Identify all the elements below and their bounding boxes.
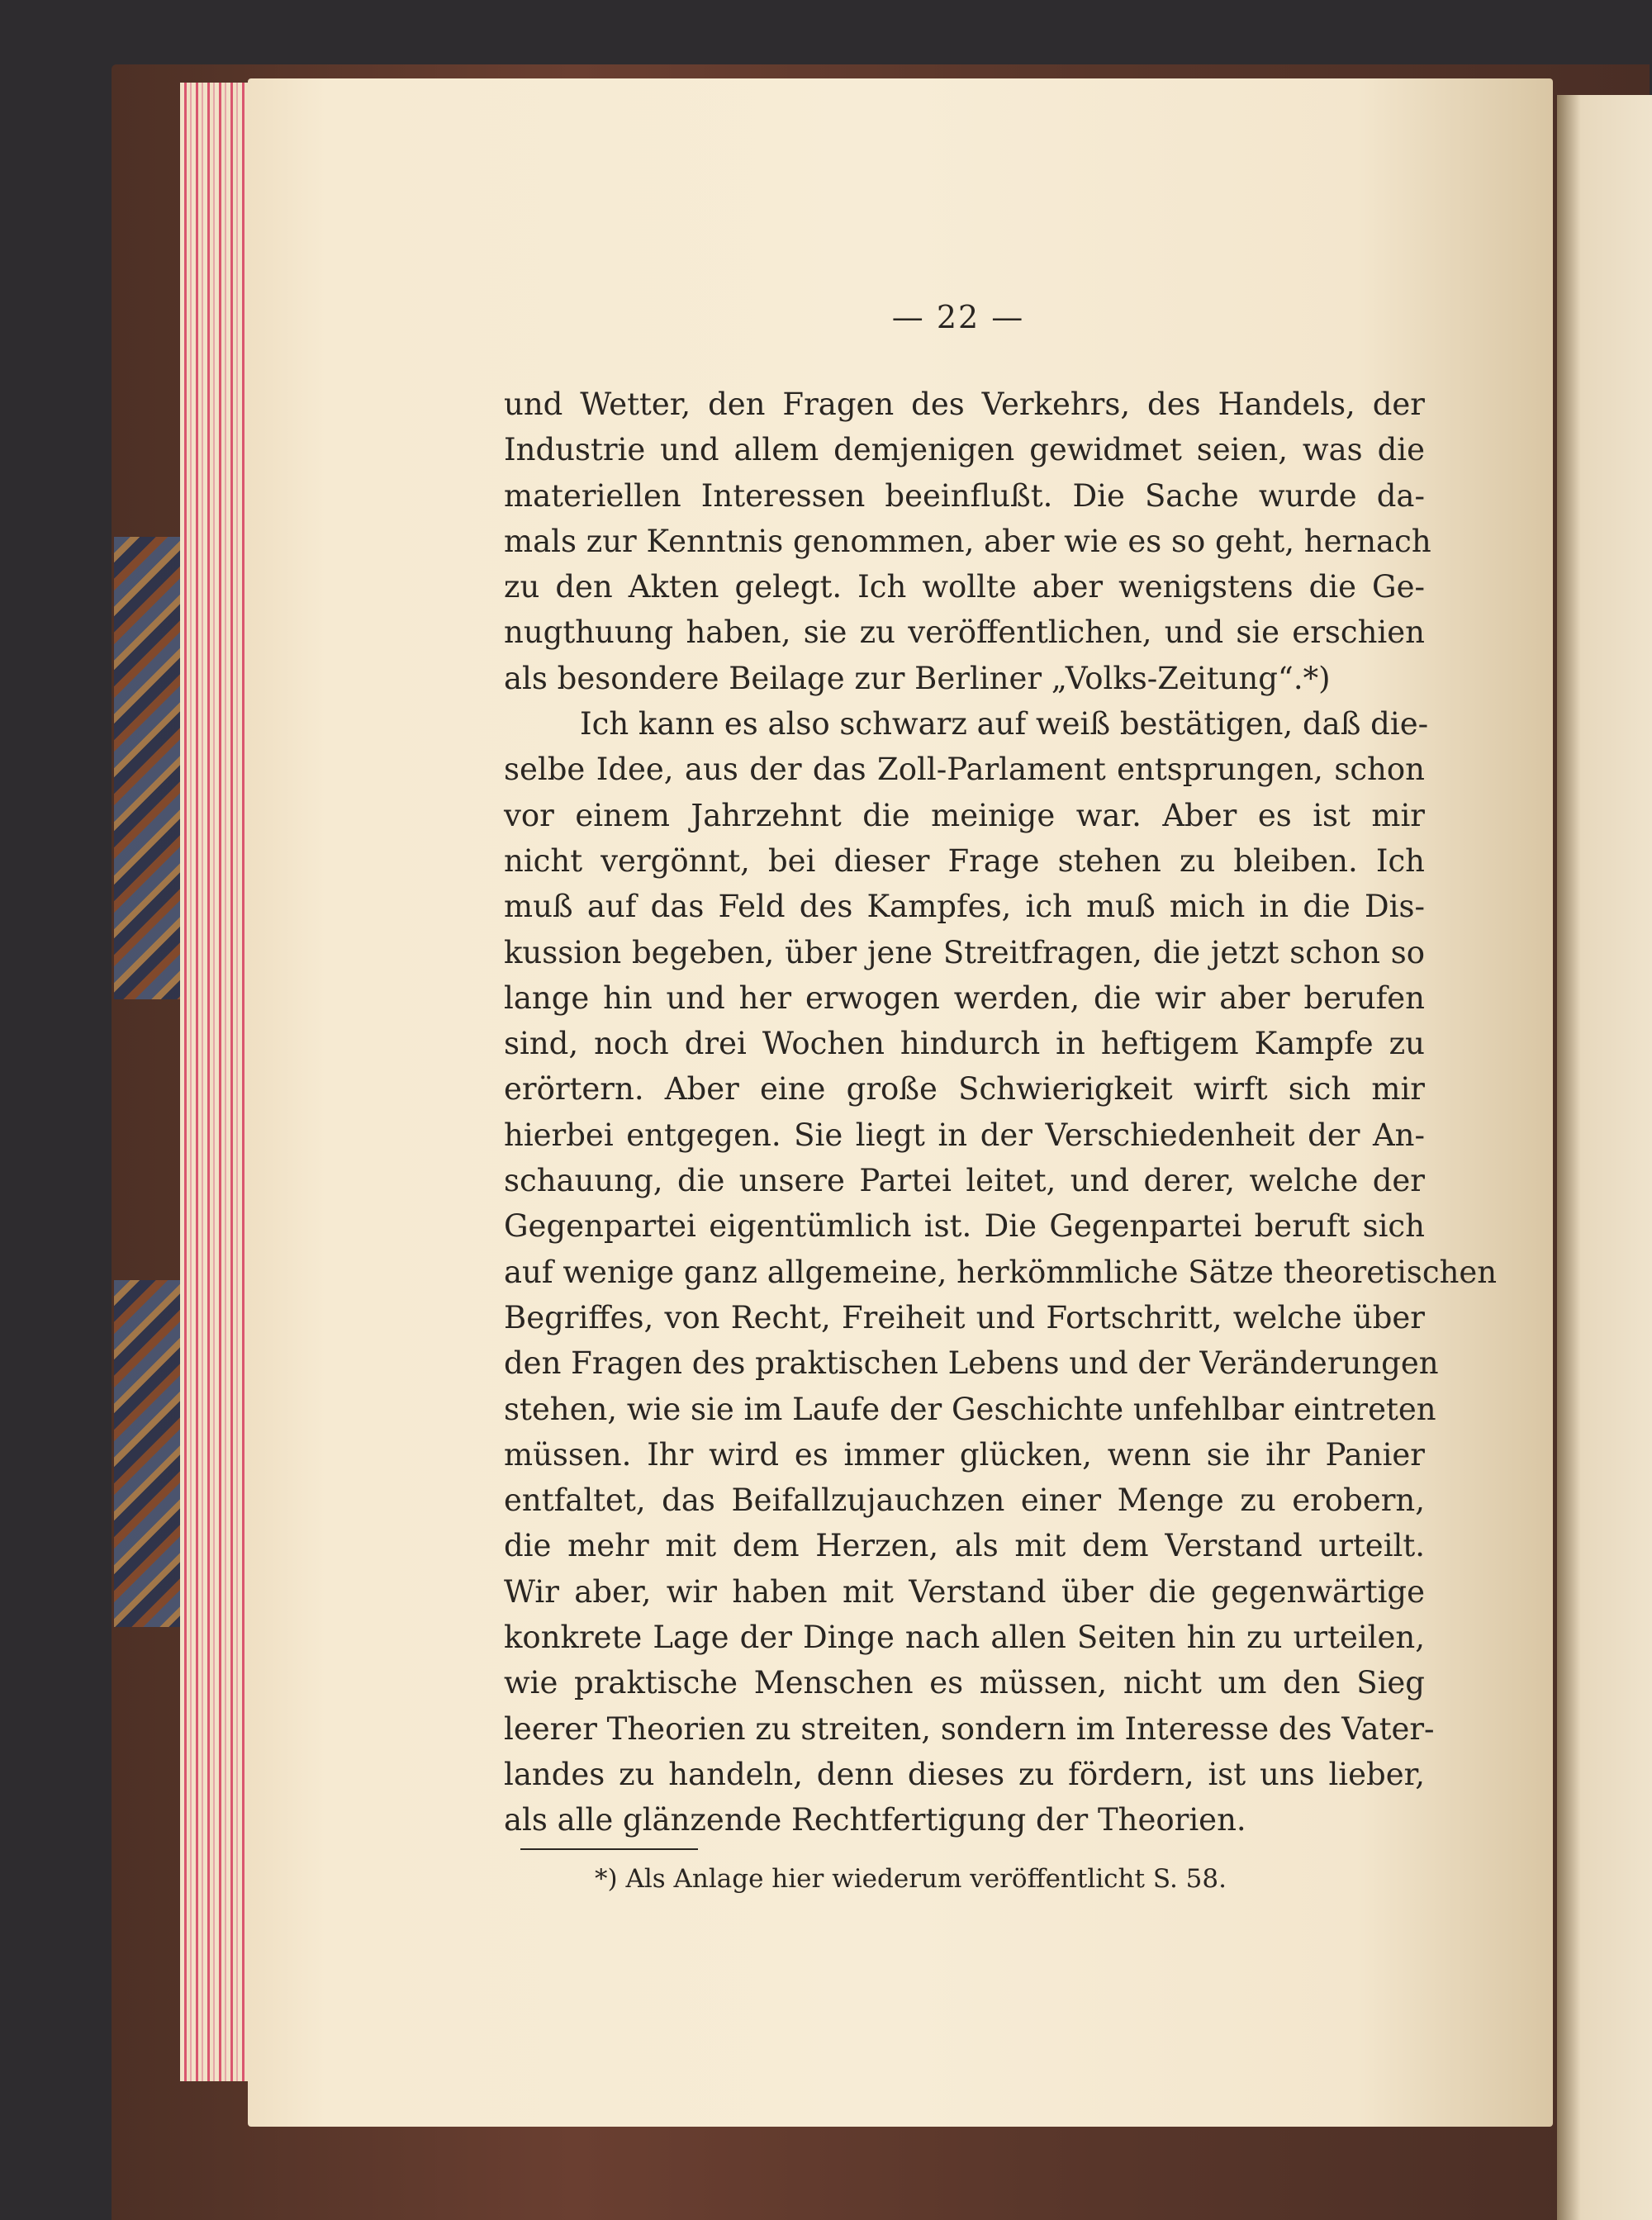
text-line: Ich kann es also schwarz auf weiß bestätigen, daß die- (580, 706, 1429, 742)
text-line: schauung, die unsere Partei leitet, und derer, welche der (504, 1163, 1425, 1199)
text-line: müssen. Ihr wird es immer glücken, wenn sie ihr Panier (504, 1436, 1425, 1473)
marbled-cover-pattern (114, 537, 180, 999)
page-number: — 22 — (891, 299, 1025, 335)
marbled-cover-pattern-lower (114, 1280, 180, 1627)
text-line: leerer Theorien zu streiten, sondern im Interesse des Vater- (504, 1710, 1435, 1747)
text-line: nugthuung haben, sie zu veröffentlichen, und sie erschien (504, 614, 1425, 651)
footnote-divider (520, 1848, 698, 1850)
text-line: als besondere Beilage zur Berliner „Volks-Zeitung“.*) (504, 660, 1331, 696)
text-line: die mehr mit dem Herzen, als mit dem Verstand urteilt. (504, 1528, 1425, 1564)
text-line: als alle glänzende Rechtfertigung der Theorien. (504, 1802, 1246, 1838)
text-line: den Fragen des praktischen Lebens und der Veränderungen (504, 1345, 1439, 1382)
text-line: vor einem Jahrzehnt die meinige war. Aber es ist mir (504, 797, 1425, 833)
text-line: hierbei entgegen. Sie liegt in der Verschiedenheit der An- (504, 1117, 1425, 1153)
text-line: nicht vergönnt, bei dieser Frage stehen zu bleiben. Ich (504, 842, 1425, 879)
text-line: wie praktische Menschen es müssen, nicht um den Sieg (504, 1665, 1425, 1701)
text-line: selbe Idee, aus der das Zoll-Parlament entsprungen, schon (504, 752, 1425, 788)
text-line: erörtern. Aber eine große Schwierigkeit wirft sich mir (504, 1071, 1425, 1108)
text-line: Gegenpartei eigentümlich ist. Die Gegenpartei beruft sich (504, 1208, 1425, 1245)
text-line: materiellen Interessen beeinflußt. Die Sache wurde da- (504, 477, 1425, 514)
facing-page-edge (1557, 95, 1652, 2220)
footnote: *) Als Anlage hier wiederum veröffentlicht S. 58. (595, 1864, 1227, 1894)
text-line: Begriffes, von Recht, Freiheit und Fortschritt, welche über (504, 1299, 1425, 1335)
text-line: muß auf das Feld des Kampfes, ich muß mich in die Dis- (504, 889, 1425, 925)
body-text (504, 382, 1498, 1843)
text-line: Wir aber, wir haben mit Verstand über die gegenwärtige (504, 1573, 1425, 1610)
text-line: und Wetter, den Fragen des Verkehrs, des Handels, der (504, 387, 1425, 422)
text-line: stehen, wie sie im Laufe der Geschichte unfehlbar eintreten (504, 1391, 1436, 1427)
text-line: mals zur Kenntnis genommen, aber wie es so geht, hernach (504, 523, 1431, 559)
text-line: konkrete Lage der Dinge nach allen Seiten hin zu urteilen, (504, 1620, 1425, 1656)
text-line: zu den Akten gelegt. Ich wollte aber wenigstens die Ge- (504, 569, 1425, 605)
text-line: lange hin und her erwogen werden, die wir aber berufen (504, 980, 1425, 1016)
text-line: Industrie und allem demjenigen gewidmet seien, was die (504, 432, 1425, 468)
text-line: auf wenige ganz allgemeine, herkömmliche Sätze theoretischen (504, 1254, 1498, 1290)
text-line: sind, noch drei Wochen hindurch in heftigem Kampfe zu (504, 1026, 1425, 1062)
text-line: landes zu handeln, denn dieses zu fördern, ist uns lieber, (504, 1756, 1425, 1792)
text-line: kussion begeben, über jene Streitfragen, die jetzt schon so (504, 934, 1425, 970)
page-stack-edges (180, 83, 259, 2081)
text-line: entfaltet, das Beifallzujauchzen einer Menge zu erobern, (504, 1482, 1425, 1519)
